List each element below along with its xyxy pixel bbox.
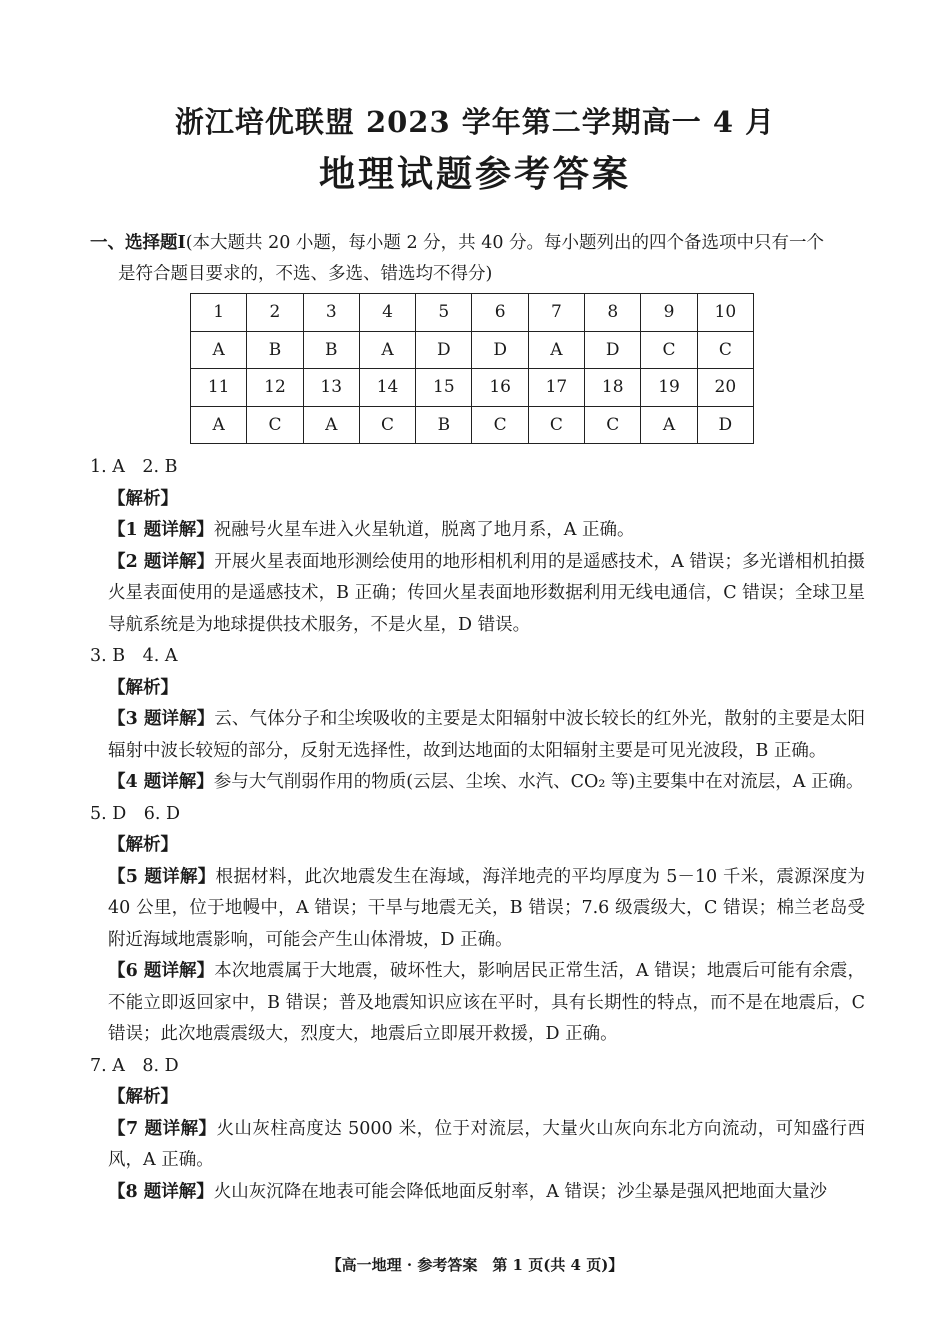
explanation-tag: 【8 题详解】 <box>108 1181 214 1202</box>
explanation-text: 参与大气削弱作用的物质(云层、尘埃、水汽、CO₂ 等)主要集中在对流层，A 正确。 <box>213 772 864 792</box>
table-cell: A <box>191 406 247 444</box>
table-row-answers-2 <box>191 406 754 444</box>
section-description-cont: 是符合题目要求的，不选、多选、错选均不得分) <box>118 264 493 284</box>
explanation-paragraph <box>90 704 865 767</box>
table-cell: D <box>472 331 528 369</box>
answer-table <box>190 293 754 444</box>
analysis-label: 【解析】 <box>108 1087 178 1107</box>
explanation-tag: 【6 题详解】 <box>108 961 215 981</box>
section-heading <box>90 228 870 290</box>
table-cell: A <box>303 406 359 444</box>
analysis-label: 【解析】 <box>108 488 178 509</box>
table-cell: A <box>641 406 697 444</box>
table-cell: 6 <box>472 294 528 332</box>
table-row-numbers-2 <box>191 369 754 407</box>
explanation-paragraph <box>90 515 865 547</box>
explanations <box>90 452 865 1208</box>
explanation-text: 火山灰沉降在地表可能会降低地面反射率，A 错误；沙尘暴是强风把地面大量沙 <box>213 1181 827 1202</box>
section-description: (本大题共 20 小题，每小题 2 分，共 40 分。每小题列出的四个备选项中只有一个 <box>185 233 825 253</box>
table-cell: 20 <box>697 369 753 407</box>
answer-line: 5. D 6. D <box>90 803 181 824</box>
table-cell: C <box>359 406 415 444</box>
table-cell: C <box>472 406 528 444</box>
table-cell: C <box>247 406 303 444</box>
table-cell: 11 <box>191 369 247 407</box>
table-cell: 15 <box>416 369 472 407</box>
explanation-paragraph <box>90 1114 865 1177</box>
table-row-numbers-1 <box>191 294 754 332</box>
table-cell: C <box>641 331 697 369</box>
table-cell: 9 <box>641 294 697 332</box>
table-cell: B <box>247 331 303 369</box>
table-cell: 16 <box>472 369 528 407</box>
answer-line: 3. B 4. A <box>90 646 178 666</box>
explanation-text: 云、气体分子和尘埃吸收的主要是太阳辐射中波长较长的红外光，散射的主要是太阳辐射中波长较短的部分，反射无选择性，故到达地面的太阳辐射主要是可见光波段，B 正确。 <box>108 709 865 761</box>
table-cell: 17 <box>528 369 584 407</box>
explanation-text: 本次地震属于大地震，破坏性大，影响居民正常生活，A 错误；地震后可能有余震，不能立即返回家中，B 错误；普及地震知识应该在平时，具有长期性的特点，而不是在地震后，C 错误；此次地震震级大，烈度大，地震后立即展开救援，D 正确。 <box>108 961 865 1044</box>
explanation-paragraph <box>90 862 865 957</box>
table-cell: A <box>359 331 415 369</box>
table-cell: A <box>191 331 247 369</box>
answer-line: 7. A 8. D <box>90 1055 179 1076</box>
exam-title: 浙江培优联盟 2023 学年第二学期高一 4 月 <box>174 105 776 139</box>
table-cell: 1 <box>191 294 247 332</box>
explanation-paragraph <box>90 547 865 642</box>
table-cell: D <box>585 331 641 369</box>
explanation-tag: 【7 题详解】 <box>108 1118 217 1139</box>
explanation-text: 火山灰柱高度达 5000 米，位于对流层，大量火山灰向东北方向流动，可知盛行西风，A 正确。 <box>108 1118 865 1170</box>
table-cell: 7 <box>528 294 584 332</box>
table-cell: C <box>528 406 584 444</box>
explanation-tag: 【5 题详解】 <box>108 866 216 887</box>
explanation-text: 根据材料，此次地震发生在海域，海洋地壳的平均厚度为 5－10 千米，震源深度为 40 公里，位于地幔中，A 错误；干旱与地震无关，B 错误；7.6 级震级大，C 错误；棉兰老岛受附近海域地震影响，可能会产生山体滑坡，D 正确。 <box>108 866 865 950</box>
table-cell: 14 <box>359 369 415 407</box>
document-title: 地理试题参考答案 <box>318 153 631 195</box>
page-footer: 【高一地理 · 参考答案 第 1 页(共 4 页)】 <box>326 1256 624 1274</box>
table-cell: 4 <box>359 294 415 332</box>
explanation-paragraph <box>90 956 865 1051</box>
table-cell: 2 <box>247 294 303 332</box>
analysis-label: 【解析】 <box>108 677 178 698</box>
analysis-label: 【解析】 <box>108 835 178 855</box>
table-cell: 3 <box>303 294 359 332</box>
table-cell: C <box>697 331 753 369</box>
table-cell: 19 <box>641 369 697 407</box>
table-cell: D <box>697 406 753 444</box>
table-cell: A <box>528 331 584 369</box>
table-cell: B <box>416 406 472 444</box>
table-cell: 5 <box>416 294 472 332</box>
explanation-tag: 【3 题详解】 <box>108 709 215 729</box>
table-cell: 10 <box>697 294 753 332</box>
table-cell: D <box>416 331 472 369</box>
answer-line: 1. A 2. B <box>90 457 178 477</box>
explanation-text: 祝融号火星车进入火星轨道，脱离了地月系，A 正确。 <box>213 520 635 540</box>
table-cell: 18 <box>585 369 641 407</box>
table-cell: B <box>303 331 359 369</box>
table-cell: 12 <box>247 369 303 407</box>
explanation-tag: 【1 题详解】 <box>108 520 214 540</box>
explanation-paragraph <box>90 1177 865 1209</box>
explanation-tag: 【4 题详解】 <box>108 772 214 792</box>
section-label: 一、选择题Ⅰ <box>90 233 186 253</box>
explanation-tag: 【2 题详解】 <box>108 551 215 572</box>
explanation-text: 开展火星表面地形测绘使用的地形相机利用的是遥感技术，A 错误；多光谱相机拍摄火星表面使用的是遥感技术，B 正确；传回火星表面地形数据利用无线电通信，C 错误；全球卫星导航系统是为地球提供技术服务，不是火星，D 错误。 <box>108 551 865 635</box>
table-cell: C <box>585 406 641 444</box>
explanation-paragraph <box>90 767 865 799</box>
table-cell: 13 <box>303 369 359 407</box>
table-cell: 8 <box>585 294 641 332</box>
table-row-answers-1 <box>191 331 754 369</box>
